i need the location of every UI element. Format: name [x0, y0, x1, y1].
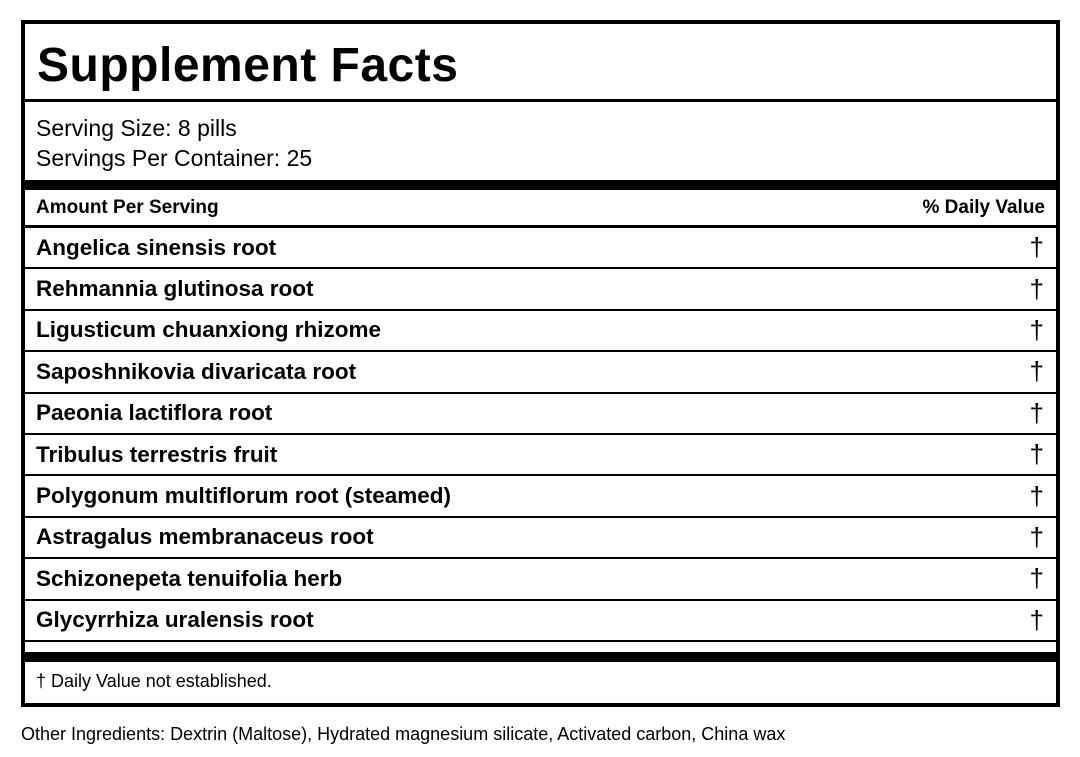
daily-value-mark: † [1029, 604, 1044, 635]
table-row [25, 228, 1056, 269]
daily-value-mark: † [1029, 356, 1044, 387]
thick-divider-bottom [25, 652, 1056, 662]
ingredient-list [25, 228, 1056, 642]
table-row [25, 311, 1056, 352]
amount-per-serving-header: Amount Per Serving [36, 196, 219, 218]
ingredient-name: Astragalus membranaceus root [36, 524, 374, 550]
table-header [25, 190, 1056, 228]
daily-value-mark: † [1029, 563, 1044, 594]
ingredient-name: Angelica sinensis root [36, 234, 277, 260]
daily-value-mark: † [1029, 273, 1044, 304]
daily-value-mark: † [1029, 480, 1044, 511]
ingredient-name: Glycyrrhiza uralensis root [36, 607, 314, 633]
daily-value-mark: † [1029, 314, 1044, 345]
table-row [25, 352, 1056, 393]
ingredient-name: Schizonepeta tenuifolia herb [36, 565, 343, 591]
daily-value-mark: † [1029, 397, 1044, 428]
table-row [25, 269, 1056, 310]
thick-divider [25, 180, 1056, 190]
daily-value-mark: † [1029, 439, 1044, 470]
ingredient-name: Saposhnikovia divaricata root [36, 358, 357, 384]
servings-per-container: Servings Per Container: 25 [36, 145, 313, 171]
serving-size: Serving Size: 8 pills [36, 115, 237, 141]
table-row [25, 476, 1056, 517]
daily-value-mark: † [1029, 232, 1044, 263]
daily-value-header: % Daily Value [922, 196, 1045, 218]
ingredient-name: Ligusticum chuanxiong rhizome [36, 317, 382, 343]
ingredient-name: Tribulus terrestris fruit [36, 441, 278, 467]
ingredient-name: Paeonia lactiflora root [36, 400, 273, 426]
panel-title: Supplement Facts [25, 24, 1056, 102]
footnote: † Daily Value not established. [36, 670, 272, 691]
ingredient-name: Polygonum multiflorum root (steamed) [36, 483, 452, 509]
daily-value-mark: † [1029, 521, 1044, 552]
serving-info [25, 102, 1056, 180]
table-row [25, 559, 1056, 600]
table-row [25, 518, 1056, 559]
spacer [25, 642, 1056, 652]
table-row [25, 435, 1056, 476]
supplement-facts-panel [21, 20, 1060, 707]
ingredient-name: Rehmannia glutinosa root [36, 276, 314, 302]
table-row [25, 394, 1056, 435]
other-ingredients: Other Ingredients: Dextrin (Maltose), Hydrated magnesium silicate, Activated carbon, China wax [21, 724, 786, 744]
table-row [25, 601, 1056, 642]
